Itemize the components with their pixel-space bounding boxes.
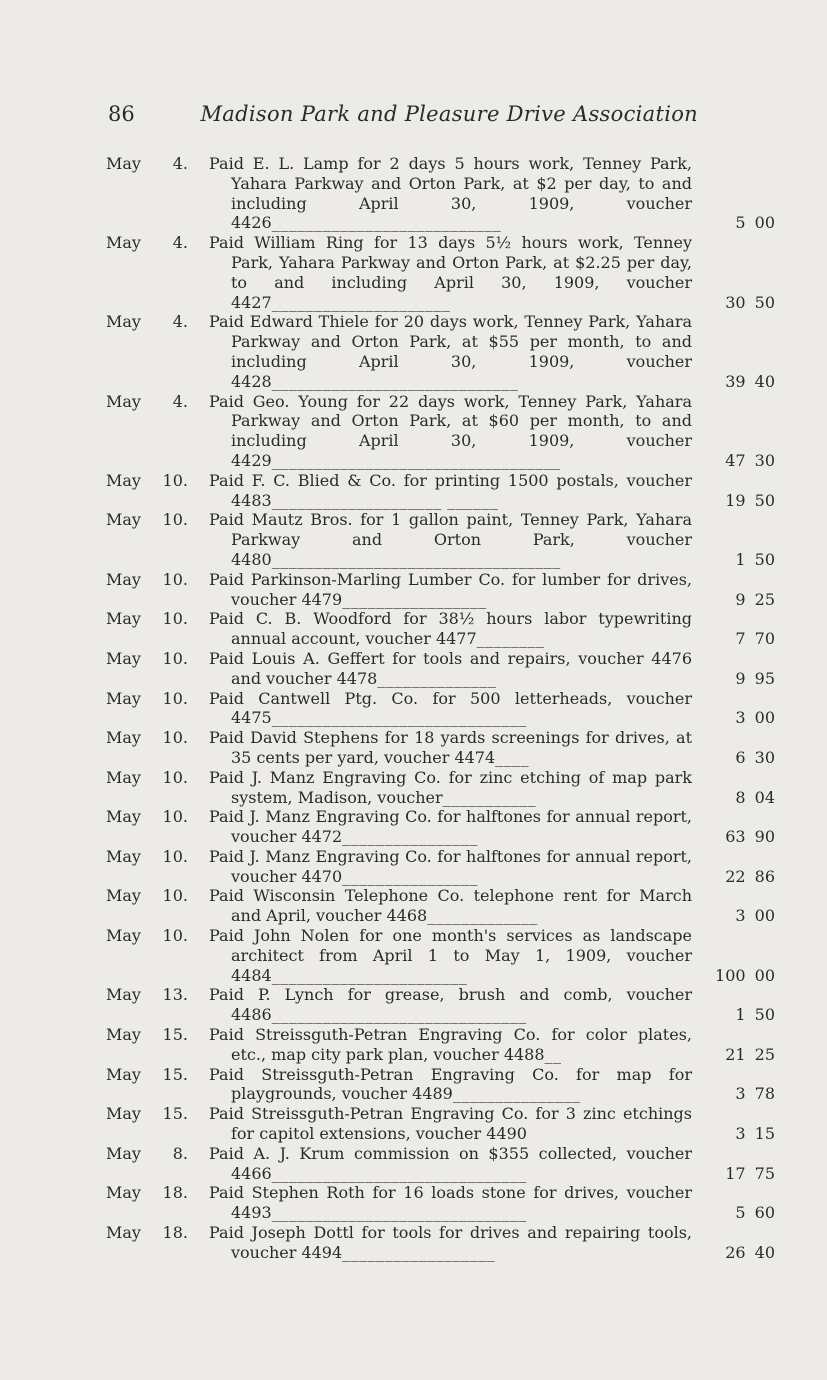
entry-description [209,1144,692,1184]
entry-day: 15. [162,1025,188,1045]
entry-description [209,886,692,926]
entry-description [209,649,692,689]
ledger-entry [0,1144,827,1184]
entry-amount: 47 30 [725,450,775,470]
entry-leader: _____________ [427,906,538,926]
entry-amount: 3 00 [735,906,775,926]
entry-description [209,689,692,729]
entry-leader: ________________ [342,866,479,886]
entry-description [209,728,692,768]
entry-leader: ______________ [377,668,497,688]
entry-month: May [106,926,141,946]
entry-amount: 8 04 [735,787,775,807]
entry-amount: 1 50 [735,549,775,569]
entry-month: May [106,1223,141,1243]
entry-text: Paid Streissguth-Petran Engraving Co. for map for playgrounds, voucher 4489 [209,1064,692,1104]
running-title: Madison Park and Pleasure Drive Association [200,102,698,126]
entry-amount: 7 70 [735,629,775,649]
entry-text: Paid Mautz Bros. for 1 gallon paint, Tenney Park, Yahara Parkway and Orton Park, voucher 4480 [209,510,692,569]
entry-description [209,847,692,887]
ledger-entry [0,1223,827,1263]
entry-leader: _______________ [452,1084,581,1104]
entry-description [209,570,692,610]
entry-leader: __________________________________ [271,450,561,470]
entry-day: 18. [162,1183,188,1203]
ledger-entry [0,926,827,985]
entry-leader: ___________ [442,787,537,807]
entry-amount: 3 15 [735,1124,775,1144]
entry-description [209,154,692,233]
ledger-entry [0,689,827,729]
entry-description [209,1065,692,1105]
ledger-entry [0,768,827,808]
ledger-entries [0,154,827,1263]
entry-day: 4. [172,391,188,411]
entry-text: Paid William Ring for 13 days 5½ hours work, Tenney Park, Yahara Parkway and Orton Park, at $2.25 per day, to and including April 30, 1909, voucher 4427 [209,233,692,312]
entry-description [209,510,692,569]
ledger-entry [0,847,827,887]
entry-month: May [106,391,141,411]
entry-month: May [106,985,141,1005]
entry-day: 10. [162,569,188,589]
entry-month: May [106,154,141,173]
entry-month: May [106,470,141,490]
entry-leader: _______________________ [271,965,468,985]
entry-text: Paid E. L. Lamp for 2 days 5 hours work, Tenney Park, Yahara Parkway and Orton Park, at $2 per day, to and including April 30, 1909, voucher 4426 [209,154,692,233]
entry-month: May [106,609,141,629]
entry-description [209,926,692,985]
entry-text: Paid C. B. Woodford for 38½ hours labor typewriting annual account, voucher 4477 [209,609,692,649]
entry-leader: __ [544,1044,562,1064]
entry-day: 18. [162,1223,188,1243]
entry-day: 4. [172,154,188,173]
entry-day: 13. [162,985,188,1005]
entry-text: Paid Geo. Young for 22 days work, Tenney Park, Yahara Parkway and Orton Park, at $60 per month, to and including April 30, 1909, voucher 4429 [209,391,692,470]
ledger-entry [0,649,827,689]
ledger-entry [0,807,827,847]
entry-leader: _____________________________ [271,371,519,391]
entry-leader: ___________________________ [271,213,502,233]
entry-day: 10. [162,470,188,490]
entry-leader: ____________________ ______ [271,490,499,510]
entry-amount: 6 30 [735,747,775,767]
entry-description [209,1223,692,1263]
ledger-entry [0,154,827,233]
entry-description [209,1183,692,1223]
entry-day: 10. [162,728,188,748]
entry-amount: 19 50 [725,490,775,510]
entry-month: May [106,728,141,748]
ledger-entry [0,1104,827,1144]
entry-day: 10. [162,648,188,668]
entry-amount: 26 40 [725,1242,775,1262]
entry-text: Paid J. Manz Engraving Co. for halftones for annual report, voucher 4472 [209,807,692,847]
entry-text: Paid Streissguth-Petran Engraving Co. for color plates, etc., map city park plan, voucher 4488 [209,1025,692,1064]
entry-leader: ______________________________ [271,708,527,728]
ledger-entry [0,312,827,391]
entry-amount: 100 00 [715,965,775,985]
ledger-entry [0,985,827,1025]
entry-amount: 21 25 [725,1044,775,1064]
entry-amount: 17 75 [725,1163,775,1183]
entry-day: 10. [162,609,188,629]
entry-amount: 22 86 [725,866,775,886]
entry-description [209,392,692,471]
entry-month: May [106,767,141,787]
entry-leader: __________________ [342,1242,496,1262]
entry-month: May [106,233,141,253]
entry-month: May [106,688,141,708]
entry-day: 15. [162,1064,188,1084]
entry-description [209,985,692,1025]
entry-leader: ________________ [342,827,479,847]
entry-amount: 9 25 [735,589,775,609]
entry-amount: 3 00 [735,708,775,728]
entry-text: Paid Cantwell Ptg. Co. for 500 letterheads, voucher 4475 [209,688,692,728]
ledger-entry [0,392,827,471]
entry-day: 15. [162,1104,188,1124]
entry-leader: __________________________________ [271,549,561,569]
entry-amount: 39 40 [725,371,775,391]
entry-month: May [106,1025,141,1045]
entry-month: May [106,846,141,866]
entry-amount: 1 50 [735,1005,775,1025]
entry-leader: ________ [476,629,545,649]
ledger-entry [0,1065,827,1105]
entry-description [209,312,692,391]
entry-day: 10. [162,510,188,530]
ledger-entry [0,1183,827,1223]
entry-text: Paid A. J. Krum commission on $355 collected, voucher 4466 [209,1143,692,1183]
entry-amount: 5 00 [735,213,775,233]
entry-amount: 30 50 [725,292,775,312]
entry-amount: 5 60 [735,1203,775,1223]
entry-month: May [106,1064,141,1084]
entry-description [209,807,692,847]
entry-day: 10. [162,886,188,906]
entry-text: Paid Stephen Roth for 16 loads stone for drives, voucher 4493 [209,1183,692,1223]
entry-text: Paid David Stephens for 18 yards screenings for drives, at 35 cents per yard, voucher 4474 [209,728,692,767]
entry-text: Paid F. C. Blied & Co. for printing 1500 postals, voucher 4483 [209,470,692,510]
entry-text: Paid P. Lynch for grease, brush and comb, voucher 4486 [209,985,692,1025]
entry-day: 10. [162,688,188,708]
ledger-entry [0,609,827,649]
entry-text: Paid Louis A. Geffert for tools and repairs, voucher 4476 and voucher 4478 [209,648,692,688]
page-header [108,102,698,132]
entry-leader: ______________________________ [271,1203,527,1223]
entry-month: May [106,510,141,530]
entry-text: Paid Wisconsin Telephone Co. telephone rent for March and April, voucher 4468 [209,886,692,926]
ledger-entry [0,510,827,569]
entry-description [209,1104,692,1144]
entry-leader: _________________ [342,589,487,609]
entry-day: 10. [162,807,188,827]
ledger-entry [0,233,827,312]
entry-leader: ______________________________ [271,1163,527,1183]
ledger-entry [0,728,827,768]
ledger-entry [0,471,827,511]
entry-description [209,768,692,808]
entry-text: Paid John Nolen for one month's services as landscape architect from April 1 to May 1, 1909, voucher 4484 [209,926,692,985]
ledger-entry [0,886,827,926]
entry-text: Paid Parkinson-Marling Lumber Co. for lumber for drives, voucher 4479 [209,569,692,609]
entry-month: May [106,1104,141,1124]
ledger-entry [0,570,827,610]
entry-day: 10. [162,846,188,866]
entry-month: May [106,1183,141,1203]
entry-month: May [106,807,141,827]
entry-month: May [106,886,141,906]
entry-description [209,233,692,312]
ledger-entry [0,1025,827,1065]
entry-day: 4. [172,233,188,253]
entry-description [209,471,692,511]
entry-month: May [106,648,141,668]
entry-day: 8. [172,1143,188,1163]
entry-day: 10. [162,767,188,787]
entry-leader: ____ [495,747,530,767]
entry-month: May [106,1143,141,1163]
entry-text: Paid J. Manz Engraving Co. for zinc etching of map park system, Madison, voucher [209,767,692,807]
entry-text: Paid Streissguth-Petran Engraving Co. for 3 zinc etchings for capitol extensions, voucher 4490 [209,1104,692,1144]
entry-leader: ______________________________ [271,1005,527,1025]
entry-text: Paid Edward Thiele for 20 days work, Tenney Park, Yahara Parkway and Orton Park, at $55 per month, to and including April 30, 1909, voucher 4428 [209,312,692,391]
entry-amount: 3 78 [735,1084,775,1104]
entry-description [209,609,692,649]
entry-day: 10. [162,926,188,946]
entry-month: May [106,312,141,332]
entry-amount: 9 95 [735,668,775,688]
entry-text: Paid Joseph Dottl for tools for drives and repairing tools, voucher 4494 [209,1223,692,1262]
entry-text: Paid J. Manz Engraving Co. for halftones for annual report, voucher 4470 [209,846,692,886]
entry-leader: _____________________ [271,292,451,312]
entry-month: May [106,569,141,589]
entry-amount: 63 90 [725,827,775,847]
entry-day: 4. [172,312,188,332]
page-number: 86 [108,102,135,126]
entry-description [209,1025,692,1065]
